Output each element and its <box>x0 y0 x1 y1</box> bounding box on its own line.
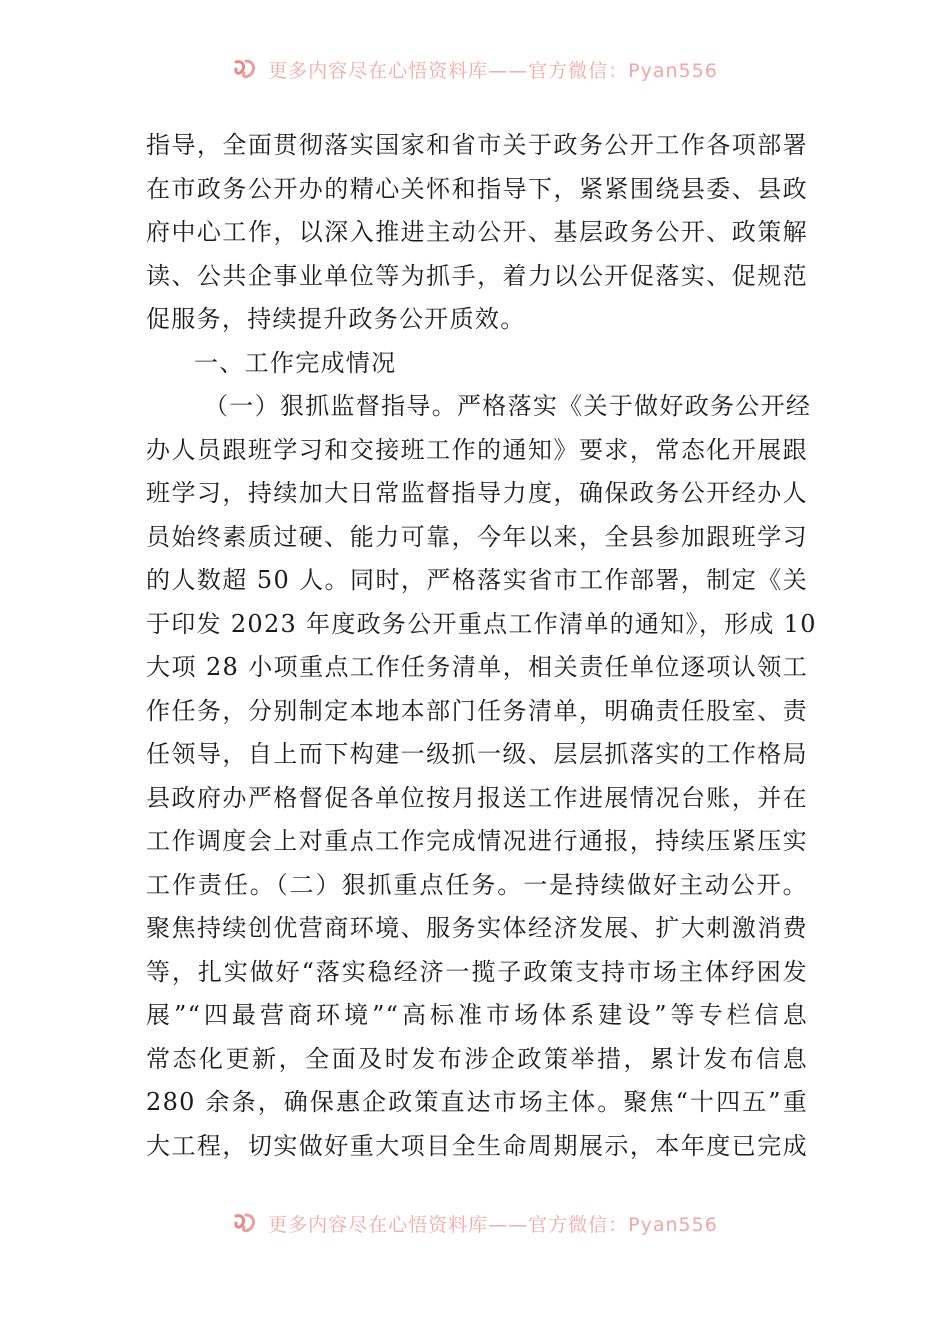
text-line: 大工程，切实做好重大项目全生命周期展示，本年度已完成 <box>146 1131 808 1160</box>
footer-watermark <box>0 1206 950 1240</box>
brand-logo-icon <box>232 58 260 80</box>
text-line: （一）狠抓监督指导。严格落实《关于做好政务公开经 <box>204 392 812 420</box>
watermark-text: 更多内容尽在心悟资料库——官方微信：Pyan556 <box>268 59 718 82</box>
section-heading: 一、工作完成情况 <box>194 348 397 377</box>
header-watermark <box>0 52 950 86</box>
document-body <box>146 124 817 1168</box>
text-line: 等，扎实做好“落实稳经济一揽子政策支持市场主体纾困发 <box>146 957 808 986</box>
watermark-text: 更多内容尽在心悟资料库——官方微信：Pyan556 <box>268 1213 718 1236</box>
text-line: 聚焦持续创优营商环境、服务实体经济发展、扩大刺激消费 <box>146 914 808 942</box>
text-line: 展”“四最营商环境”“高标准市场体系建设”等专栏信息 <box>146 1001 808 1029</box>
text-line: 常态化更新，全面及时发布涉企政策举措，累计发布信息 <box>146 1044 808 1073</box>
text-line: 280 余条，确保惠企政策直达市场主体。聚焦“十四五”重 <box>146 1088 808 1116</box>
text-line: 指导，全面贯彻落实国家和省市关于政务公开工作各项部署 <box>146 131 808 159</box>
brand-logo-icon <box>232 1212 260 1234</box>
text-line: 大项 28 小项重点工作任务清单，相关责任单位逐项认领工 <box>146 653 808 681</box>
text-line: 办人员跟班学习和交接班工作的通知》要求，常态化开展跟 <box>146 435 808 464</box>
text-line: 促服务，持续提升政务公开质效。 <box>146 305 526 333</box>
text-line: 工作责任。（二）狠抓重点任务。一是持续做好主动公开。 <box>146 870 808 899</box>
text-line: 县政府办严格督促各单位按月报送工作进展情况台账，并在 <box>146 783 808 812</box>
text-line: 府中心工作，以深入推进主动公开、基层政务公开、政策解 <box>146 218 808 246</box>
text-line: 班学习，持续加大日常监督指导力度，确保政务公开经办人 <box>146 479 808 507</box>
text-line: 员始终素质过硬、能力可靠，今年以来，全县参加跟班学习 <box>146 522 808 551</box>
text-line: 于印发 2023 年度政务公开重点工作清单的通知》，形成 10 <box>146 609 817 638</box>
text-line: 工作调度会上对重点工作完成情况进行通报，持续压紧压实 <box>146 827 808 855</box>
text-line: 的人数超 50 人。同时，严格落实省市工作部署，制定《关 <box>146 566 808 594</box>
text-line: 在市政务公开办的精心关怀和指导下，紧紧围绕县委、县政 <box>146 174 808 203</box>
text-line: 任领导，自上而下构建一级抓一级、层层抓落实的工作格局 <box>146 740 808 768</box>
text-line: 作任务，分别制定本地本部门任务清单，明确责任股室、责 <box>146 696 808 725</box>
text-line: 读、公共企事业单位等为抓手，着力以公开促落实、促规范 <box>146 261 808 290</box>
